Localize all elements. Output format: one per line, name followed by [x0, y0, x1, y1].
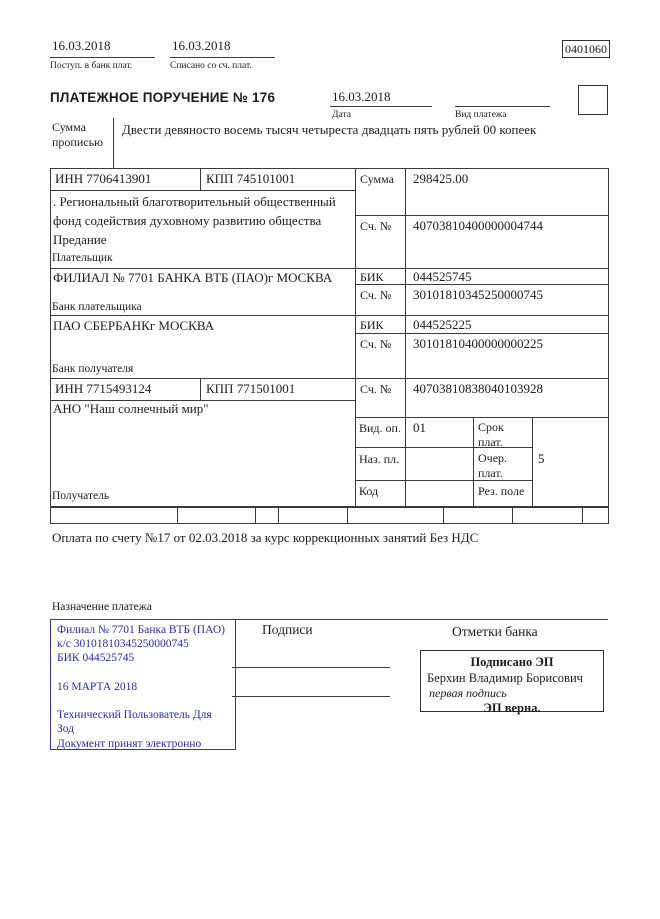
table-line	[50, 506, 608, 508]
signatures-label: Подписи	[262, 622, 313, 637]
table-line	[200, 168, 201, 190]
purpose-code-label: Наз. пл.	[359, 452, 400, 466]
divider	[230, 619, 608, 620]
payee-bank-account-label: Сч. №	[360, 337, 392, 351]
received-in-bank-label: Поступ. в банк плат.	[50, 61, 133, 71]
payment-type-label: Вид платежа	[455, 110, 507, 120]
divider	[113, 118, 114, 168]
table-line	[532, 417, 533, 507]
signed-label: Подписано ЭП	[470, 655, 554, 669]
document-title: ПЛАТЕЖНОЕ ПОРУЧЕНИЕ № 176	[50, 90, 276, 105]
table-line	[355, 215, 608, 216]
document-date: 16.03.2018	[332, 89, 391, 104]
payer-bank-account: 30101810345250000745	[413, 287, 543, 302]
form-code-box: 0401060	[562, 40, 610, 58]
stamp-line	[57, 666, 235, 680]
bank-marks-label: Отметки банка	[452, 624, 538, 639]
signature-line	[232, 696, 390, 697]
op-type-label: Вид. оп.	[359, 421, 401, 435]
payer-bank-name: ФИЛИАЛ № 7701 БАНКА ВТБ (ПАО)г МОСКВА	[53, 270, 333, 285]
code-label: Код	[359, 484, 379, 498]
table-line	[355, 417, 608, 418]
stamp-line: к/с 30101810345250000745	[57, 638, 189, 651]
op-type-value: 01	[413, 420, 426, 435]
table-line	[512, 507, 513, 523]
stamp-line: Филиал № 7701 Банка ВТБ (ПАО)	[57, 624, 225, 636]
payee-account: 40703810838040103928	[413, 381, 543, 396]
table-line	[443, 507, 444, 523]
received-in-bank-date: 16.03.2018	[52, 38, 111, 53]
payer-account: 40703810400000004744	[413, 218, 543, 233]
sum-value: 298425.00	[413, 171, 469, 186]
table-line	[278, 507, 279, 523]
payee-account-label: Сч. №	[360, 382, 392, 396]
table-line	[50, 190, 355, 191]
amount-words-value: Двести девяносто восемь тысяч четыреста двадцать пять рублей 00 копеек	[122, 122, 537, 137]
sum-label: Сумма	[360, 172, 394, 186]
payee-name: АНО "Наш солнечный мир"	[53, 401, 209, 416]
payer-bank-bik: 044525745	[413, 269, 472, 284]
payer-bank-account-label: Сч. №	[360, 288, 392, 302]
table-line	[50, 378, 608, 379]
signature-line	[232, 667, 390, 668]
table-line	[200, 378, 201, 400]
payee-bank-account: 30101810400000000225	[413, 336, 543, 351]
divider	[170, 57, 275, 58]
divider	[455, 106, 550, 107]
stamp-line: Зод	[57, 723, 75, 736]
stamp-line: Документ принят электронно	[57, 737, 202, 750]
table-line	[355, 168, 356, 507]
amount-words-label: Сумма прописью	[52, 120, 104, 149]
debited-from-account-date: 16.03.2018	[172, 38, 231, 53]
table-line	[473, 417, 474, 507]
debited-from-account-label: Списано со сч. плат.	[170, 61, 252, 71]
priority-value: 5	[538, 451, 545, 466]
date-label: Дата	[332, 110, 351, 120]
stamp-line	[57, 694, 235, 708]
payer-section-label: Плательщик	[52, 252, 113, 264]
table-line	[50, 523, 608, 524]
priority-label: Очер. плат.	[478, 451, 508, 480]
table-line	[355, 284, 608, 285]
payee-kpp: КПП 771501001	[206, 381, 296, 396]
table-line	[50, 168, 51, 524]
table-line	[50, 168, 608, 169]
table-line	[608, 168, 609, 524]
payer-name: . Региональный благотворительный общественный фонд содействия духовному развитию общества Предание	[53, 194, 336, 247]
payer-kpp: КПП 745101001	[206, 171, 296, 186]
table-line	[50, 315, 608, 316]
divider	[330, 106, 432, 107]
table-line	[177, 507, 178, 523]
payment-purpose-label: Назначение платежа	[52, 601, 152, 613]
reserve-field-label: Рез. поле	[478, 484, 525, 498]
signature-kind: первая подпись	[429, 686, 507, 700]
payment-type-box	[578, 85, 608, 115]
bank-electronic-stamp	[50, 619, 236, 750]
payee-inn: ИНН 7715493124	[55, 381, 152, 396]
payee-bank-bik: 044525225	[413, 317, 472, 332]
signer-name: Берхин Владимир Борисович	[427, 671, 583, 685]
payee-bank-section-label: Банк получателя	[52, 363, 134, 375]
table-line	[405, 168, 406, 507]
due-date-label: Срок плат.	[478, 420, 504, 449]
stamp-line: 16 МАРТА 2018	[57, 680, 138, 693]
table-line	[50, 268, 608, 269]
table-line	[255, 507, 256, 523]
payer-bank-section-label: Банк плательщика	[52, 301, 142, 313]
table-line	[347, 507, 348, 523]
signature-verified: ЭП верна.	[483, 701, 541, 715]
stamp-line: Технический Пользователь Для	[57, 709, 212, 722]
table-line	[355, 333, 608, 334]
payer-inn: ИНН 7706413901	[55, 171, 152, 186]
electronic-signature-stamp	[420, 650, 604, 715]
table-line	[582, 507, 583, 523]
divider	[50, 57, 155, 58]
stamp-line: БИК 044525745	[57, 652, 135, 665]
payment-purpose-text: Оплата по счету №17 от 02.03.2018 за курс коррекционных занятий Без НДС	[52, 530, 479, 545]
payee-section-label: Получатель	[52, 490, 110, 502]
payee-bank-name: ПАО СБЕРБАНКг МОСКВА	[53, 318, 215, 333]
payer-bank-bik-label: БИК	[360, 270, 384, 284]
payer-account-label: Сч. №	[360, 219, 392, 233]
payee-bank-bik-label: БИК	[360, 318, 384, 332]
